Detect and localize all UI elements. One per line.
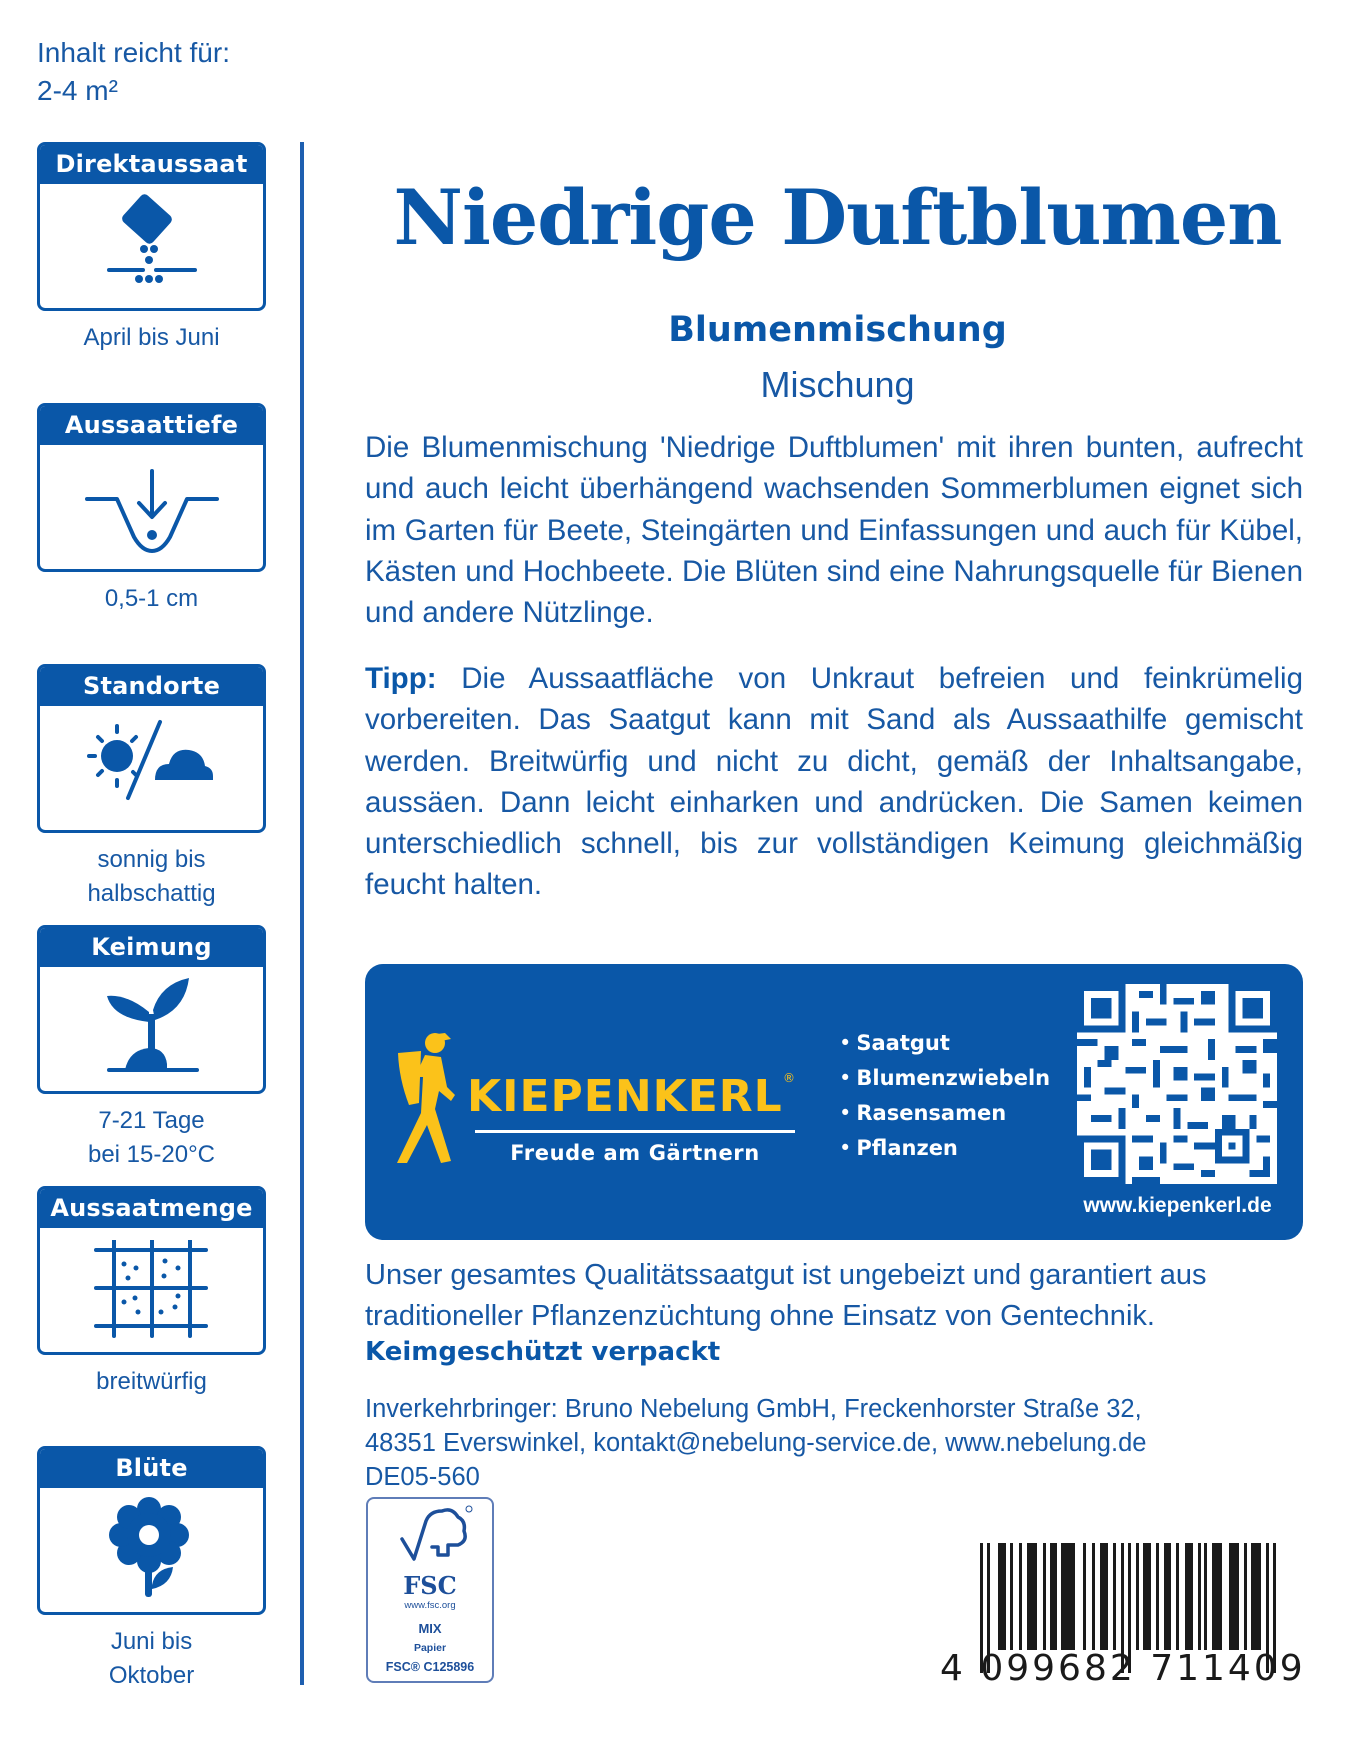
sowing-depth-icon <box>82 457 222 557</box>
brand-product-item: • Pflanzen <box>839 1131 1050 1166</box>
info-card-bloom <box>37 1446 266 1693</box>
card-value-line: breitwürfig <box>96 1368 207 1395</box>
product-variety: Mischung <box>760 364 915 405</box>
brand-product-item: • Rasensamen <box>839 1096 1050 1131</box>
info-card-location <box>37 664 266 911</box>
producer-line: Inverkehrbringer: Bruno Nebelung GmbH, Freckenhorster Straße 32, <box>365 1395 1142 1423</box>
brand-banner <box>365 964 1303 1240</box>
card-title: Aussaatmenge <box>40 1189 263 1228</box>
card-title: Blüte <box>40 1449 263 1488</box>
producer-line: DE05-560 <box>365 1463 480 1491</box>
card-value-line: Juni bis <box>110 1628 193 1655</box>
fsc-paper: Papier <box>413 1642 447 1654</box>
card-value-line: April bis Juni <box>83 324 220 351</box>
product-category: Blumenmischung <box>668 310 1007 350</box>
quality-statement: Unser gesamtes Qualitätssaatgut ist ungebeizt und garantiert aus traditioneller Pflanzenzüchtung ohne Einsatz von Gentechnik. <box>365 1259 1207 1332</box>
tip-label: Tipp: <box>365 662 437 695</box>
brand-name: KIEPENKERL <box>467 1071 783 1122</box>
info-card-sowing-depth <box>37 403 266 616</box>
tip-text: Die Aussaatfläche von Unkraut befreien und feinkrümelig vorbereiten. Das Saatgut kann mit Sand als Aussaathilfe gemischt werden. Breitwürfig und nicht zu dicht, gemäß der Inhaltsangabe, aussäen. Dann leicht einharken und andrücken. Die Samen keimen unterschiedlich schnell, bis zur vollständigen Keimung gleichmäßig feucht halten. <box>365 662 1303 902</box>
product-title: Niedrige Duftblumen <box>393 173 1282 262</box>
germ-protected-label: Keimgeschützt verpackt <box>365 1337 721 1367</box>
info-card-germination <box>37 925 266 1172</box>
producer-info <box>365 1392 1310 1494</box>
info-card-direct-sowing <box>37 142 266 355</box>
brand-product-item: • Blumenzwiebeln <box>839 1061 1050 1096</box>
kiepenkerl-logo <box>395 1029 795 1169</box>
fsc-label <box>366 1497 494 1683</box>
card-value-line: halbschattig <box>87 880 216 907</box>
seed-sowing-icon <box>97 191 207 301</box>
logo-underline <box>475 1130 795 1133</box>
product-description: Die Blumenmischung 'Niedrige Duftblumen' mit ihren bunten, aufrecht und auch leicht überhängend wachsenden Sommerblumen eignet sich im Garten für Beete, Steingärten und Einfassungen und auch für Kübel, Kästen und Hochbeete. Die Blüten sind eine Nahrungsquelle für Bienen und andere Nützlinge. <box>365 431 1303 630</box>
fsc-code: FSC® C125896 <box>385 1660 475 1674</box>
card-value-line: bei 15-20°C <box>87 1141 215 1168</box>
brand-slogan: Freude am Gärtnern <box>510 1141 760 1165</box>
card-title: Aussaattiefe <box>40 406 263 445</box>
info-card-sowing-amount <box>37 1186 266 1399</box>
producer-line: 48351 Everswinkel, kontakt@nebelung-service.de, www.nebelung.de <box>365 1429 1147 1457</box>
barcode-number: 4 099682 711409 <box>940 1648 1306 1689</box>
brand-product-item: • Saatgut <box>839 1026 1050 1061</box>
card-value-line: 7-21 Tage <box>98 1107 205 1134</box>
qr-code[interactable] <box>1077 984 1277 1184</box>
card-value-line: 0,5-1 cm <box>104 585 199 612</box>
coverage-label: Inhalt reicht für: <box>37 37 230 68</box>
card-value-line: Oktober <box>108 1662 195 1689</box>
fsc-mix: MIX <box>418 1621 442 1636</box>
fsc-url: www.fsc.org <box>404 1600 456 1611</box>
sowing-tip <box>365 658 1303 906</box>
card-title: Direktaussaat <box>40 145 263 184</box>
card-title: Standorte <box>40 667 263 706</box>
fsc-name: FSC <box>403 1571 457 1600</box>
coverage-info <box>37 34 230 110</box>
flower-icon <box>107 1495 197 1605</box>
vertical-divider <box>300 142 304 1685</box>
sun-cloud-icon <box>87 718 217 818</box>
card-title: Keimung <box>40 928 263 967</box>
broadcast-grid-icon <box>94 1240 210 1340</box>
brand-product-list <box>839 1026 1050 1166</box>
brand-website-link[interactable]: www.kiepenkerl.de <box>1083 1194 1272 1217</box>
hiker-figure-icon <box>395 1029 475 1169</box>
registered-mark: ® <box>783 1071 795 1085</box>
sprout-icon <box>97 974 207 1084</box>
fsc-tree-check-icon <box>368 1499 492 1571</box>
coverage-value: 2-4 m² <box>37 75 118 106</box>
card-value-line: sonnig bis <box>97 846 206 873</box>
